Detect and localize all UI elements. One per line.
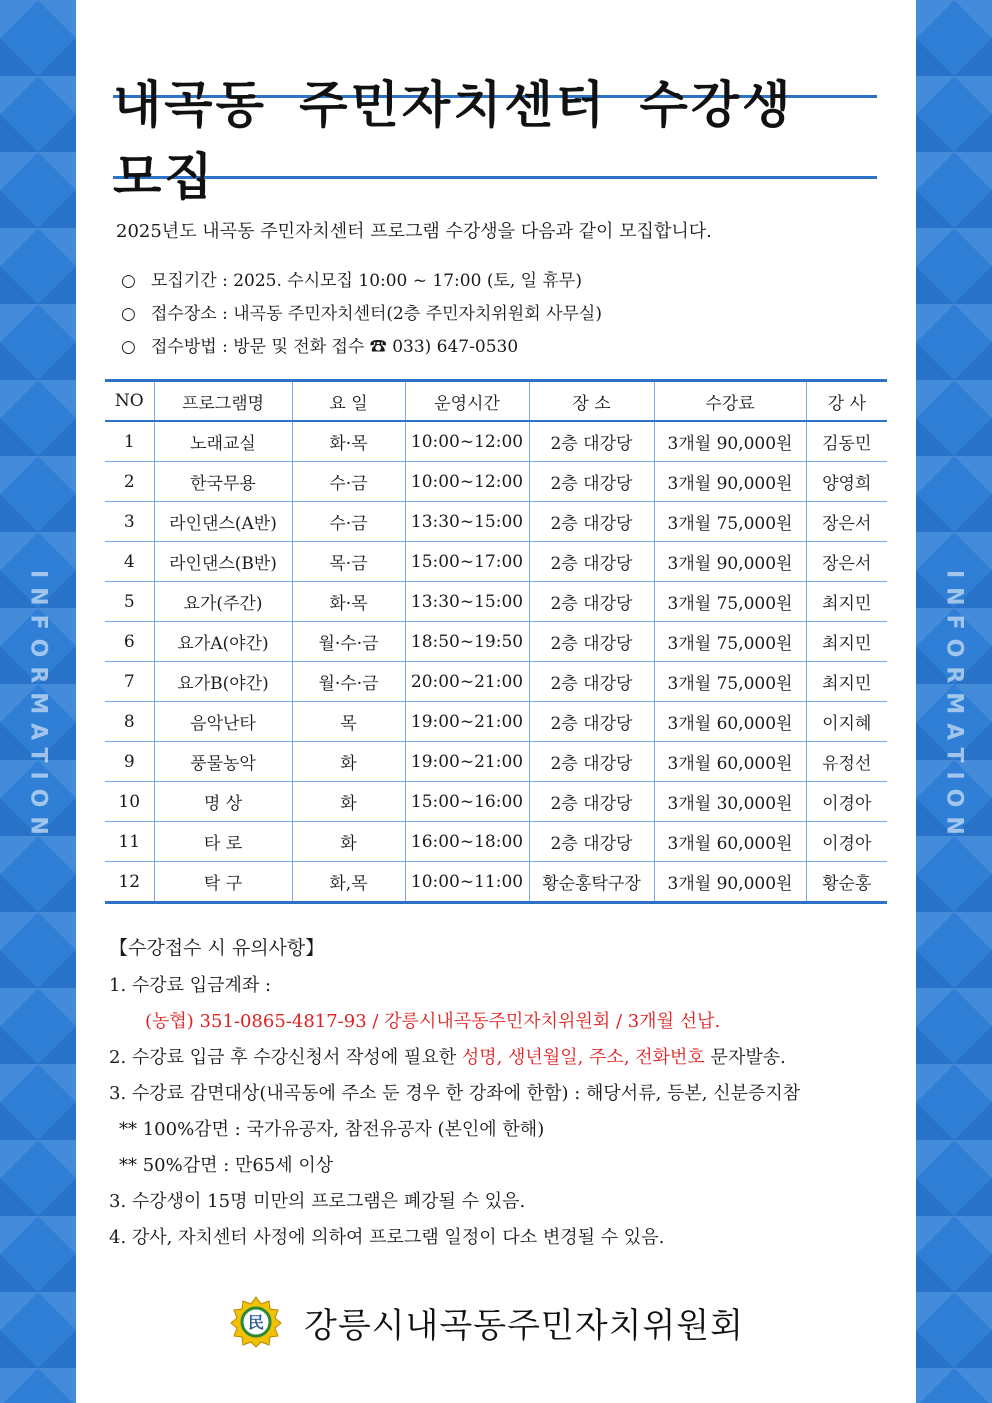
cell-fee: 3개월 60,000원: [654, 702, 806, 742]
cell-place: 2층 대강당: [529, 822, 654, 862]
intro-text: 2025년도 내곡동 주민자치센터 프로그램 수강생을 다음과 같이 모집합니다.: [116, 221, 712, 242]
cell-days: 목: [292, 702, 405, 742]
note-discount-100: ** 100%감면 : 국가유공자, 참전유공자 (본인에 한해): [119, 1119, 545, 1140]
cell-days: 화·목: [292, 582, 405, 622]
cell-program: 한국무용: [154, 462, 292, 502]
cell-no: 9: [105, 742, 154, 782]
cell-place: 2층 대강당: [529, 742, 654, 782]
table-row: [105, 742, 887, 782]
left-decorative-band: [0, 0, 76, 1403]
cell-no: 6: [105, 622, 154, 662]
table-row: [105, 542, 887, 582]
cell-instructor: 장은서: [806, 542, 887, 582]
cell-instructor: 유정선: [806, 742, 887, 782]
info-list: [121, 268, 602, 367]
cell-days: 화: [292, 782, 405, 822]
cell-no: 5: [105, 582, 154, 622]
cell-time: 15:00~16:00: [405, 782, 529, 822]
cell-fee: 3개월 30,000원: [654, 782, 806, 822]
cell-days: 월·수·금: [292, 662, 405, 702]
cell-time: 19:00~21:00: [405, 702, 529, 742]
cell-no: 3: [105, 502, 154, 542]
cell-instructor: 황순홍: [806, 862, 887, 903]
note-account-label: 1. 수강료 입금계좌 :: [109, 975, 272, 996]
cell-time: 20:00~21:00: [405, 662, 529, 702]
cell-days: 수·금: [292, 462, 405, 502]
table-header-row: [105, 381, 887, 422]
cell-no: 11: [105, 822, 154, 862]
committee-name: 강릉시내곡동주민자치위원회: [304, 1305, 744, 1346]
info-period-text: 모집기간 : 2025. 수시모집 10:00 ~ 17:00 (토, 일 휴무): [151, 271, 582, 291]
cell-no: 12: [105, 862, 154, 903]
info-location-text: 접수장소 : 내곡동 주민자치센터(2층 주민자치위원회 사무실): [151, 304, 602, 324]
table-row: [105, 782, 887, 822]
cell-fee: 3개월 90,000원: [654, 542, 806, 582]
cell-no: 7: [105, 662, 154, 702]
header-time: 운영시간: [405, 381, 529, 422]
info-method: [121, 334, 602, 367]
cell-time: 19:00~21:00: [405, 742, 529, 782]
notes-section: [109, 933, 899, 1259]
note-sms-pre: 2. 수강료 입금 후 수강신청서 작성에 필요한: [109, 1047, 462, 1068]
table-body: [105, 421, 887, 903]
cell-days: 월·수·금: [292, 622, 405, 662]
right-decorative-band: [916, 0, 992, 1403]
header-fee: 수강료: [654, 381, 806, 422]
cell-fee: 3개월 90,000원: [654, 862, 806, 903]
cell-place: 2층 대강당: [529, 421, 654, 462]
cell-days: 화: [292, 822, 405, 862]
cell-no: 4: [105, 542, 154, 582]
cell-days: 목·금: [292, 542, 405, 582]
footer: [230, 1290, 744, 1354]
header-no: NO: [105, 381, 154, 422]
cell-fee: 3개월 60,000원: [654, 822, 806, 862]
cell-time: 15:00~17:00: [405, 542, 529, 582]
circle-bullet-icon: ○: [121, 304, 136, 324]
cell-place: 2층 대강당: [529, 702, 654, 742]
note-schedule-change: 4. 강사, 자치센터 사정에 의하여 프로그램 일정이 다소 변경될 수 있음.: [109, 1227, 665, 1248]
cell-fee: 3개월 90,000원: [654, 462, 806, 502]
table-row: [105, 421, 887, 462]
table-row: [105, 582, 887, 622]
table-row: [105, 462, 887, 502]
cell-place: 2층 대강당: [529, 542, 654, 582]
cell-place: 2층 대강당: [529, 502, 654, 542]
cell-time: 10:00~11:00: [405, 862, 529, 903]
cell-no: 1: [105, 421, 154, 462]
cell-place: 황순홍탁구장: [529, 862, 654, 903]
cell-program: 명 상: [154, 782, 292, 822]
cell-fee: 3개월 75,000원: [654, 502, 806, 542]
cell-fee: 3개월 90,000원: [654, 421, 806, 462]
cell-instructor: 장은서: [806, 502, 887, 542]
table-row: [105, 862, 887, 903]
table-row: [105, 822, 887, 862]
cell-instructor: 양영희: [806, 462, 887, 502]
cell-time: 16:00~18:00: [405, 822, 529, 862]
cell-place: 2층 대강당: [529, 462, 654, 502]
cell-program: 요가A(야간): [154, 622, 292, 662]
cell-place: 2층 대강당: [529, 662, 654, 702]
cell-program: 풍물농악: [154, 742, 292, 782]
cell-program: 요가(주간): [154, 582, 292, 622]
cell-program: 라인댄스(A반): [154, 502, 292, 542]
cell-time: 13:30~15:00: [405, 582, 529, 622]
cell-program: 요가B(야간): [154, 662, 292, 702]
left-side-label: INFORMATION: [25, 570, 51, 844]
page-title: 내곡동 주민자치센터 수강생 모집: [113, 76, 794, 206]
table-row: [105, 502, 887, 542]
note-discount: 3. 수강료 감면대상(내곡동에 주소 둔 경우 한 강좌에 한함) : 해당서류, 등본, 신분증지참: [109, 1083, 801, 1104]
cell-program: 탁 구: [154, 862, 292, 903]
cell-time: 18:50~19:50: [405, 622, 529, 662]
info-location: [121, 301, 602, 334]
emblem-text: 民: [247, 1313, 265, 1332]
header-program: 프로그램명: [154, 381, 292, 422]
cell-instructor: 최지민: [806, 622, 887, 662]
cell-place: 2층 대강당: [529, 582, 654, 622]
cell-no: 2: [105, 462, 154, 502]
cell-days: 화: [292, 742, 405, 782]
notes-title: 【수강접수 시 유의사항】: [109, 937, 325, 959]
cell-program: 음악난타: [154, 702, 292, 742]
cell-time: 13:30~15:00: [405, 502, 529, 542]
note-discount-50: ** 50%감면 : 만65세 이상: [119, 1155, 334, 1176]
table-row: [105, 702, 887, 742]
note-sms: [109, 1043, 899, 1079]
info-method-text: 접수방법 : 방문 및 전화 접수 ☎ 033) 647-0530: [151, 337, 519, 357]
cell-time: 10:00~12:00: [405, 421, 529, 462]
cell-days: 수·금: [292, 502, 405, 542]
title-box: [113, 76, 877, 206]
cell-days: 화,목: [292, 862, 405, 903]
cell-instructor: 김동민: [806, 421, 887, 462]
cell-fee: 3개월 75,000원: [654, 622, 806, 662]
cell-days: 화·목: [292, 421, 405, 462]
cell-time: 10:00~12:00: [405, 462, 529, 502]
cell-instructor: 이경아: [806, 822, 887, 862]
cell-instructor: 최지민: [806, 662, 887, 702]
cell-no: 8: [105, 702, 154, 742]
cell-no: 10: [105, 782, 154, 822]
program-schedule-table: [105, 379, 887, 904]
cell-place: 2층 대강당: [529, 782, 654, 822]
note-sms-required: 성명, 생년월일, 주소, 전화번호: [461, 1047, 705, 1068]
cell-fee: 3개월 75,000원: [654, 662, 806, 702]
cell-fee: 3개월 60,000원: [654, 742, 806, 782]
note-account-number: (농협) 351-0865-4817-93 / 강릉시내곡동주민자치위원회 / 3개월 선납.: [145, 1011, 721, 1032]
right-side-label: INFORMATION: [941, 570, 967, 844]
circle-bullet-icon: ○: [121, 271, 136, 291]
header-instructor: 강 사: [806, 381, 887, 422]
table-row: [105, 662, 887, 702]
cell-instructor: 이지혜: [806, 702, 887, 742]
cell-program: 타 로: [154, 822, 292, 862]
cell-fee: 3개월 75,000원: [654, 582, 806, 622]
circle-bullet-icon: ○: [121, 337, 136, 357]
header-days: 요 일: [292, 381, 405, 422]
committee-emblem-icon: [230, 1296, 282, 1348]
cell-instructor: 이경아: [806, 782, 887, 822]
info-period: [121, 268, 602, 301]
cell-instructor: 최지민: [806, 582, 887, 622]
cell-place: 2층 대강당: [529, 622, 654, 662]
cell-program: 라인댄스(B반): [154, 542, 292, 582]
table-row: [105, 622, 887, 662]
note-cancellation: 3. 수강생이 15명 미만의 프로그램은 폐강될 수 있음.: [109, 1191, 526, 1212]
cell-program: 노래교실: [154, 421, 292, 462]
note-sms-post: 문자발송.: [704, 1047, 786, 1068]
header-place: 장 소: [529, 381, 654, 422]
